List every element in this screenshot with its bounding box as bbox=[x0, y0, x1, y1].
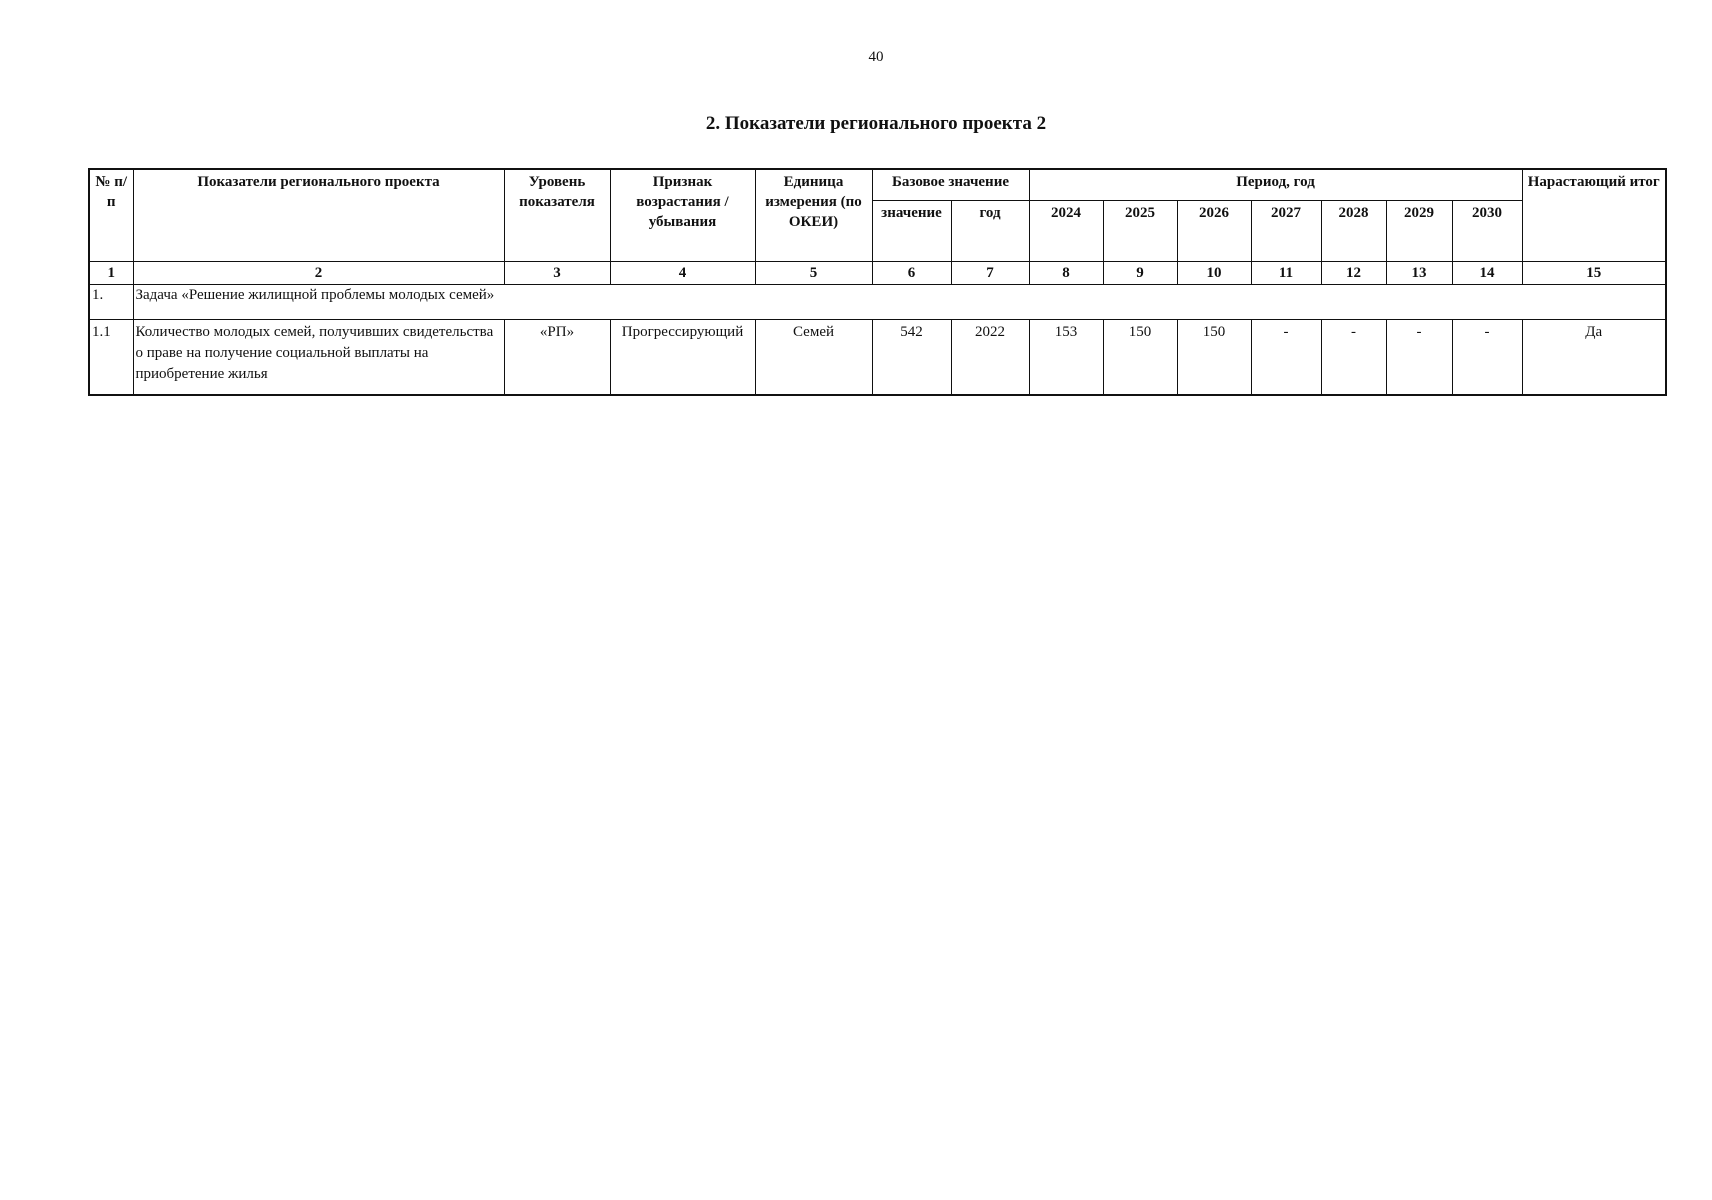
column-number: 1 bbox=[89, 262, 133, 285]
task-row bbox=[89, 285, 1666, 320]
header-unit: Единица измерения (по ОКЕИ) bbox=[755, 169, 872, 262]
header-trend: Признак возрастания / убывания bbox=[610, 169, 755, 262]
row-num: 1.1 bbox=[89, 320, 133, 396]
row-base-year: 2022 bbox=[951, 320, 1029, 396]
header-base-group: Базовое значение bbox=[872, 169, 1029, 201]
header-year: 2030 bbox=[1452, 201, 1522, 262]
indicators-table bbox=[88, 168, 1667, 396]
header-row bbox=[89, 169, 1666, 201]
row-year-value: - bbox=[1321, 320, 1386, 396]
column-number: 6 bbox=[872, 262, 951, 285]
column-number: 14 bbox=[1452, 262, 1522, 285]
header-level: Уровень показателя bbox=[504, 169, 610, 262]
table-row bbox=[89, 320, 1666, 396]
header-base-year: год bbox=[951, 201, 1029, 262]
header-year: 2024 bbox=[1029, 201, 1103, 262]
column-number: 15 bbox=[1522, 262, 1666, 285]
column-number: 7 bbox=[951, 262, 1029, 285]
page-title: 2. Показатели регионального проекта 2 bbox=[705, 113, 1047, 134]
column-number: 4 bbox=[610, 262, 755, 285]
row-year-value: 153 bbox=[1029, 320, 1103, 396]
column-number: 9 bbox=[1103, 262, 1177, 285]
column-number: 13 bbox=[1386, 262, 1452, 285]
row-year-value: 150 bbox=[1103, 320, 1177, 396]
page-number: 40 bbox=[868, 49, 884, 65]
column-number: 12 bbox=[1321, 262, 1386, 285]
column-number: 10 bbox=[1177, 262, 1251, 285]
header-base-value: значение bbox=[872, 201, 951, 262]
column-number-row bbox=[89, 262, 1666, 285]
row-trend: Прогрессирующий bbox=[610, 320, 755, 396]
row-level: «РП» bbox=[504, 320, 610, 396]
header-year: 2028 bbox=[1321, 201, 1386, 262]
column-number: 11 bbox=[1251, 262, 1321, 285]
header-num: № п/п bbox=[89, 169, 133, 262]
header-year: 2025 bbox=[1103, 201, 1177, 262]
row-year-value: - bbox=[1452, 320, 1522, 396]
row-year-value: - bbox=[1251, 320, 1321, 396]
task-text: Задача «Решение жилищной проблемы молодых семей» bbox=[133, 285, 1666, 320]
row-unit: Семей bbox=[755, 320, 872, 396]
header-year: 2026 bbox=[1177, 201, 1251, 262]
row-indicator: Количество молодых семей, получивших свидетельства о праве на получение социальной выплаты на приобретение жилья bbox=[133, 320, 504, 396]
header-cumulative: Нарастающий итог bbox=[1522, 169, 1666, 262]
row-year-value: 150 bbox=[1177, 320, 1251, 396]
column-number: 3 bbox=[504, 262, 610, 285]
task-num: 1. bbox=[89, 285, 133, 320]
header-year: 2027 bbox=[1251, 201, 1321, 262]
column-number: 8 bbox=[1029, 262, 1103, 285]
row-base-value: 542 bbox=[872, 320, 951, 396]
row-cumulative: Да bbox=[1522, 320, 1666, 396]
header-year: 2029 bbox=[1386, 201, 1452, 262]
header-indicator: Показатели регионального проекта bbox=[133, 169, 504, 262]
column-number: 2 bbox=[133, 262, 504, 285]
row-year-value: - bbox=[1386, 320, 1452, 396]
header-period-group: Период, год bbox=[1029, 169, 1522, 201]
column-number: 5 bbox=[755, 262, 872, 285]
